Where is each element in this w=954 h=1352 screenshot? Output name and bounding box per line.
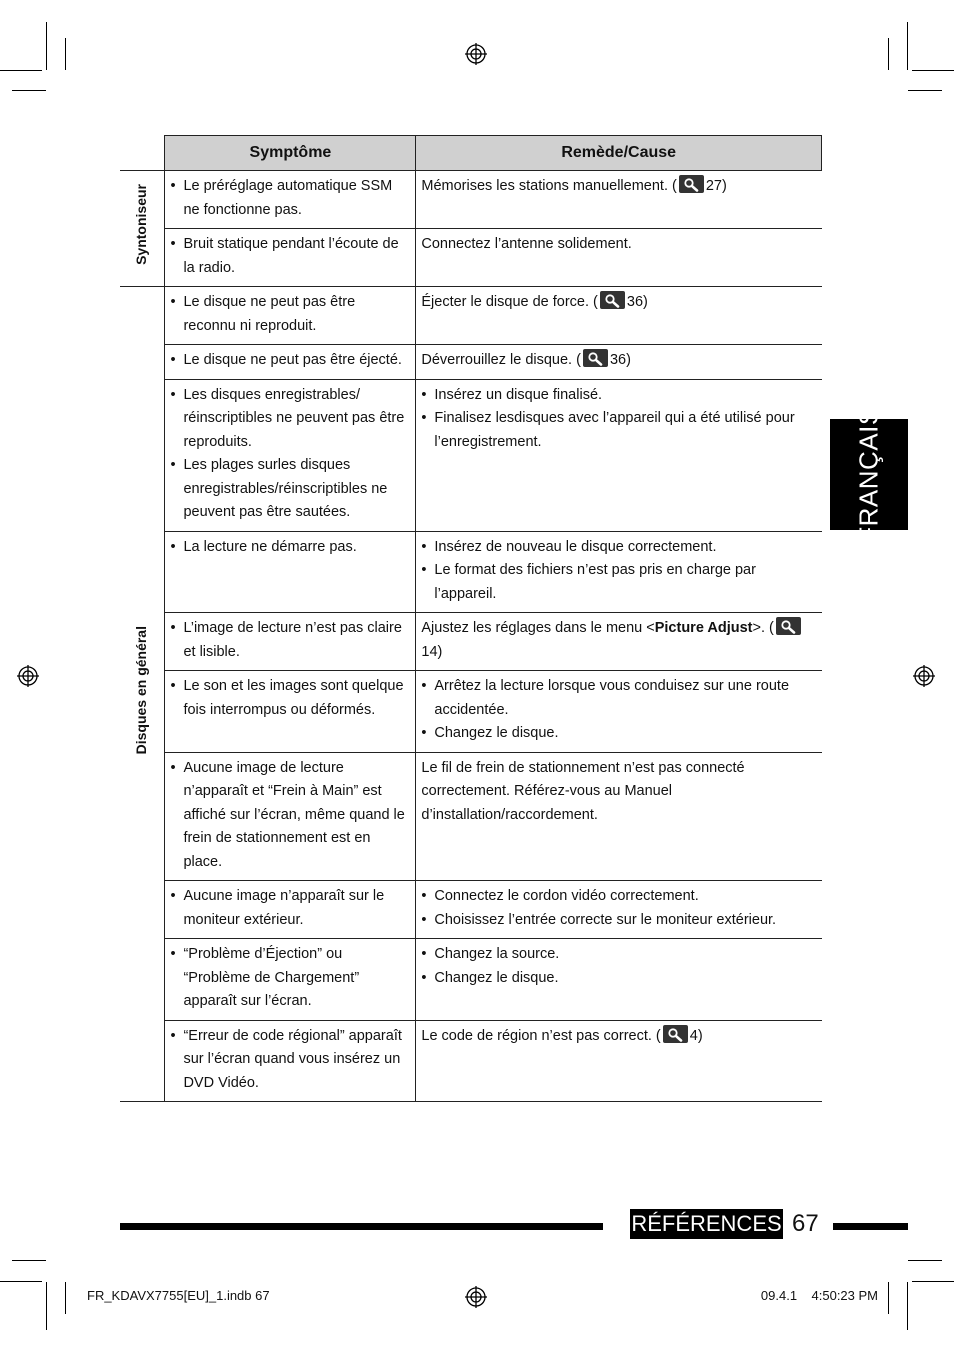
page-reference: 4 (689, 1027, 698, 1044)
table-row (120, 939, 822, 1021)
symptom-item: • Le son et les images sont quelque fois interrompus ou déformés. (170, 675, 410, 722)
category-cell (120, 287, 165, 1102)
symptom-cell (165, 379, 416, 531)
remedy-text: Mémorises les stations manuellement. ( (421, 178, 677, 194)
remedy-cell (416, 379, 822, 531)
remedy-item: • Choisissez l’entrée correcte sur le moniteur extérieur. (421, 909, 816, 933)
menu-name: Picture Adjust (654, 620, 753, 636)
symptom-item: • Bruit statique pendant l’écoute de la radio. (170, 233, 410, 280)
crop-mark (46, 22, 47, 70)
crop-mark (907, 1282, 908, 1330)
symptom-item: • Aucune image n’apparaît sur le moniteur extérieur. (170, 885, 410, 932)
troubleshooting-table (120, 135, 822, 1102)
remedy-list (421, 675, 816, 746)
symptom-list (170, 675, 410, 722)
slug-date: 09.4.1 4:50:23 PM (760, 1288, 878, 1303)
page-reference: 14 (421, 643, 438, 660)
symptom-cell (165, 287, 416, 345)
symptom-list (170, 349, 410, 373)
slug-file: FR_KDAVX7755[EU]_1.indb 67 (87, 1288, 270, 1303)
table-row (120, 881, 822, 939)
symptom-list (170, 757, 410, 875)
symptom-cell (165, 881, 416, 939)
remedy-text: Le code de région n’est pas correct. ( (421, 1027, 661, 1044)
remedy-item: • Le format des fichiers n’est pas pris en charge par l’appareil. (421, 559, 816, 606)
reference-magnifier-icon (679, 175, 704, 193)
symptom-item: • Les disques enregistrables/ réinscriptibles ne peuvent pas être reproduits. (170, 384, 410, 455)
remedy-cell (416, 531, 822, 613)
remedy-cell (416, 345, 822, 380)
registration-mark-icon (465, 43, 487, 65)
symptom-cell (165, 345, 416, 380)
crop-mark (908, 1260, 942, 1261)
remedy-cell (416, 287, 822, 345)
table-row (120, 671, 822, 753)
remedy-cell (416, 752, 822, 881)
symptom-item: • “Problème d’Éjection” ou “Problème de Chargement” apparaît sur l’écran. (170, 943, 410, 1014)
language-label: FRANÇAIS (853, 406, 884, 543)
remedy-list (421, 943, 816, 990)
remedy-text: Éjecter le disque de force. ( (421, 294, 598, 310)
language-side-tab (830, 406, 908, 543)
symptom-item: • “Erreur de code régional” apparaît sur l’écran quand vous insérez un DVD Vidéo. (170, 1025, 410, 1096)
remedy-text: Connectez l’antenne solidement. (421, 236, 632, 252)
remedy-item: • Changez le disque. (421, 967, 816, 991)
symptom-item: • Le disque ne peut pas être reconnu ni reproduit. (170, 291, 410, 338)
crop-mark (888, 38, 889, 70)
symptom-cell (165, 171, 416, 229)
registration-mark-icon (913, 665, 935, 687)
symptom-list (170, 943, 410, 1014)
symptom-item: • Le préréglage automatique SSM ne fonctionne pas. (170, 175, 410, 222)
symptom-list (170, 885, 410, 932)
remedy-text: ) (721, 178, 727, 194)
symptom-cell (165, 229, 416, 287)
reference-magnifier-icon (663, 1025, 688, 1043)
remedy-text: Déverrouillez le disque. ( (421, 352, 581, 368)
symptom-list (170, 291, 410, 338)
remedy-text: ) (626, 352, 631, 368)
remedy-item: • Arrêtez la lecture lorsque vous conduisez sur une route accidentée. (421, 675, 816, 722)
table-row (120, 1020, 822, 1102)
crop-mark (907, 22, 908, 70)
remedy-text: >. ( (752, 620, 774, 636)
symptom-item: • Aucune image de lecture n’apparaît et “Frein à Main” est affiché sur l’écran, même quand le frein de stationnement est en place. (170, 757, 410, 875)
symptom-item: • L’image de lecture n’est pas claire et lisible. (170, 617, 410, 664)
crop-mark (912, 70, 954, 71)
symptom-item: • Le disque ne peut pas être éjecté. (170, 349, 410, 373)
header-remedy: Remède/Cause (416, 136, 822, 171)
table-row (120, 752, 822, 881)
header-symptom: Symptôme (165, 136, 416, 171)
symptom-cell (165, 752, 416, 881)
symptom-cell (165, 939, 416, 1021)
remedy-item: • Insérez de nouveau le disque correctement. (421, 536, 816, 560)
symptom-cell (165, 613, 416, 671)
table-row (120, 345, 822, 380)
remedy-list (421, 885, 816, 932)
remedy-cell (416, 1020, 822, 1102)
table-row (120, 531, 822, 613)
symptom-item: • La lecture ne démarre pas. (170, 536, 410, 560)
symptom-list (170, 617, 410, 664)
crop-mark (12, 90, 46, 91)
symptom-list (170, 384, 410, 525)
crop-mark (912, 1281, 954, 1282)
table-header-row (120, 136, 822, 171)
page-number: 67 (792, 1210, 819, 1237)
crop-mark (12, 1260, 46, 1261)
page-reference: 27 (705, 178, 722, 194)
remedy-item: • Insérez un disque finalisé. (421, 384, 816, 408)
remedy-cell (416, 229, 822, 287)
crop-mark (0, 1281, 42, 1282)
remedy-text: ) (697, 1027, 703, 1044)
reference-magnifier-icon (583, 349, 608, 367)
table-row (120, 229, 822, 287)
symptom-cell (165, 531, 416, 613)
symptom-list (170, 175, 410, 222)
crop-mark (0, 70, 42, 71)
table-row (120, 171, 822, 229)
remedy-item: • Connectez le cordon vidéo correctement. (421, 885, 816, 909)
symptom-cell (165, 1020, 416, 1102)
category-label: Disques en général (133, 625, 150, 754)
footer-rule-right (833, 1223, 908, 1230)
header-spacer (120, 136, 165, 171)
section-label: RÉFÉRENCES (630, 1209, 783, 1239)
remedy-item: • Finalisez lesdisques avec l’appareil qui a été utilisé pour l’enregistrement. (421, 407, 816, 454)
registration-mark-icon (17, 665, 39, 687)
category-label: Syntoniseur (133, 183, 150, 265)
page-reference: 36 (626, 294, 644, 310)
remedy-cell (416, 613, 822, 671)
crop-mark (46, 1282, 47, 1330)
remedy-cell (416, 939, 822, 1021)
reference-magnifier-icon (776, 617, 801, 635)
footer-rule-left (120, 1223, 603, 1230)
remedy-list (421, 384, 816, 455)
category-cell (120, 171, 165, 287)
symptom-list (170, 536, 410, 560)
table-row (120, 287, 822, 345)
registration-mark-icon (465, 1286, 487, 1308)
remedy-item: • Changez la source. (421, 943, 816, 967)
crop-mark (65, 1282, 66, 1314)
remedy-text: Ajustez les réglages dans le menu < (421, 620, 655, 636)
crop-mark (888, 1282, 889, 1314)
remedy-text: ) (643, 294, 648, 310)
remedy-text: Le fil de frein de stationnement n’est pas connecté correctement. Référez-vous au Manuel d’installation/raccordement. (421, 759, 745, 823)
symptom-list (170, 233, 410, 280)
remedy-cell (416, 881, 822, 939)
remedy-item: • Changez le disque. (421, 722, 816, 746)
page-reference: 36 (609, 352, 627, 368)
symptom-list (170, 1025, 410, 1096)
reference-magnifier-icon (600, 291, 625, 309)
table-row (120, 379, 822, 531)
symptom-cell (165, 671, 416, 753)
remedy-list (421, 536, 816, 607)
symptom-item: • Les plages surles disques enregistrables/réinscriptibles ne peuvent pas être sautées. (170, 454, 410, 525)
remedy-cell (416, 171, 822, 229)
crop-mark (908, 90, 942, 91)
remedy-cell (416, 671, 822, 753)
remedy-text: ) (437, 643, 443, 660)
crop-mark (65, 38, 66, 70)
table-row (120, 613, 822, 671)
